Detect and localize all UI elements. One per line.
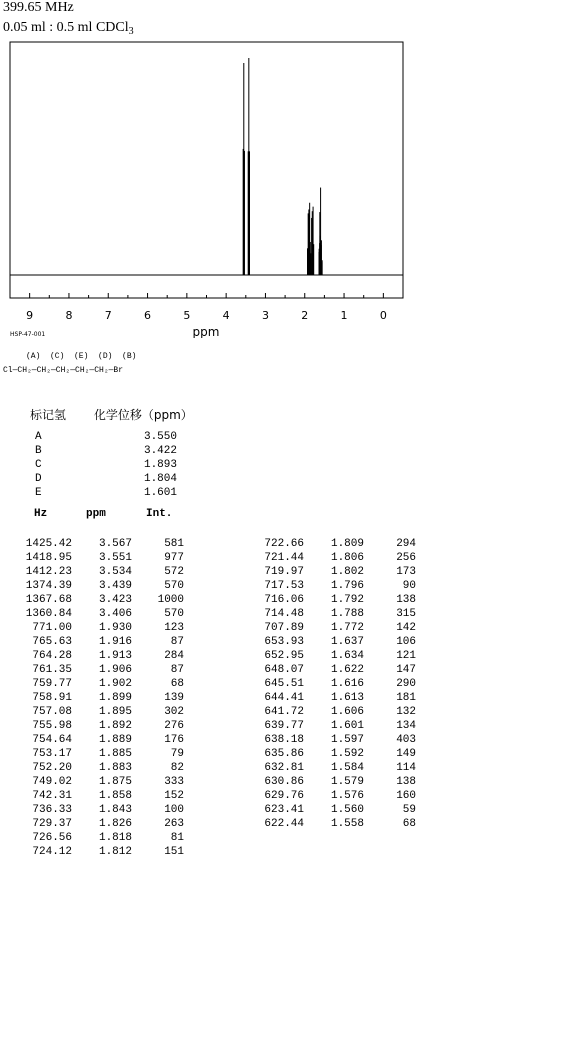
peak-intensity: 79: [170, 748, 184, 760]
x-tick-label-5: 5: [183, 309, 191, 322]
peak-row: [232, 607, 416, 621]
peak-hz: 749.02: [32, 776, 72, 788]
peak-intensity: 68: [402, 818, 416, 830]
peak-ppm: 1.558: [330, 818, 364, 830]
plot-frame: [10, 42, 403, 298]
peak-row: [0, 537, 184, 551]
peak-ppm: 1.913: [98, 650, 132, 662]
peak-ppm: 1.858: [98, 790, 132, 802]
peak-intensity: 160: [396, 790, 416, 802]
peak-hz: 742.31: [32, 790, 72, 802]
assignment-shift: 1.804: [143, 473, 177, 485]
peak-ppm: 1.584: [330, 762, 364, 774]
peak-hz: 623.41: [264, 804, 304, 816]
peak-intensity: 284: [164, 650, 184, 662]
peak-row: [0, 747, 184, 761]
x-tick-label-3: 3: [261, 309, 269, 322]
assignment-col-shift: 化学位移（ppm）: [93, 408, 193, 422]
peak-intensity: 263: [164, 818, 184, 830]
peak-intensity: 151: [164, 846, 184, 858]
assignment-row: [35, 430, 177, 444]
peak-intensity: 139: [164, 692, 184, 704]
peak-row: [232, 733, 416, 747]
peak-intensity: 181: [396, 692, 416, 704]
nmr-spectrum-chart: [0, 38, 570, 338]
peak-row: [0, 649, 184, 663]
assignment-shift: 3.422: [143, 445, 177, 457]
peak-hz: 755.98: [32, 720, 72, 732]
peak-hz: 1418.95: [25, 552, 72, 564]
peak-hz: 652.95: [264, 650, 304, 662]
peak-ppm: 3.567: [98, 538, 132, 550]
assignment-row: [35, 444, 177, 458]
peak-ppm: 3.534: [98, 566, 132, 578]
peak-list-left: [0, 537, 184, 859]
peak-intensity: 173: [396, 566, 416, 578]
peak-row: [232, 579, 416, 593]
peak-list-right: [232, 537, 416, 831]
peak-row: [0, 817, 184, 831]
peak-row: [232, 635, 416, 649]
peak-hz: 639.77: [264, 720, 304, 732]
peak-ppm: 1.634: [330, 650, 364, 662]
peak-intensity: 977: [164, 552, 184, 564]
peak-hz: 1374.39: [25, 580, 72, 592]
peak-hz: 761.35: [32, 664, 72, 676]
peak-intensity: 152: [164, 790, 184, 802]
peak-hz: 629.76: [264, 790, 304, 802]
peak-row: [0, 677, 184, 691]
peak-row: [0, 607, 184, 621]
peak-intensity: 59: [402, 804, 416, 816]
peak-intensity: 581: [164, 538, 184, 550]
peak-hz: 729.37: [32, 818, 72, 830]
assignment-label: A: [35, 431, 42, 443]
sample-id: HSP-47-001: [10, 331, 46, 338]
peak-hz: 707.89: [264, 622, 304, 634]
x-tick-label-6: 6: [144, 309, 152, 322]
peak-hz: 1367.68: [25, 594, 72, 606]
peak-hz: 757.08: [32, 706, 72, 718]
peak-intensity: 315: [396, 608, 416, 620]
peak-ppm: 1.601: [330, 720, 364, 732]
peak-row: [232, 677, 416, 691]
peak-ppm: 1.597: [330, 734, 364, 746]
peak-hz: 632.81: [264, 762, 304, 774]
peak-row: [232, 537, 416, 551]
peak-hz: 622.44: [264, 818, 304, 830]
peak-hz: 726.56: [32, 832, 72, 844]
peak-row: [0, 691, 184, 705]
peak-row: [232, 817, 416, 831]
assignment-header: [30, 406, 193, 423]
peak-col-ppm: ppm: [86, 508, 106, 520]
peak-ppm: 1.796: [330, 580, 364, 592]
assignment-label: C: [35, 459, 42, 471]
peak-ppm: 1.809: [330, 538, 364, 550]
peak-intensity: 100: [164, 804, 184, 816]
peak-ppm: 1.883: [98, 762, 132, 774]
peak-intensity: 138: [396, 594, 416, 606]
peak-hz: 635.86: [264, 748, 304, 760]
assignment-label: D: [35, 473, 42, 485]
peak-hz: 638.18: [264, 734, 304, 746]
peak-hz: 764.28: [32, 650, 72, 662]
peak-row: [0, 803, 184, 817]
peak-ppm: 1.885: [98, 748, 132, 760]
peak-ppm: 1.906: [98, 664, 132, 676]
peak-hz: 1412.23: [25, 566, 72, 578]
solvent-subscript: 3: [128, 26, 134, 37]
peak-intensity: 302: [164, 706, 184, 718]
peak-intensity: 256: [396, 552, 416, 564]
peak-row: [232, 705, 416, 719]
peak-hz: 716.06: [264, 594, 304, 606]
peak-ppm: 1.892: [98, 720, 132, 732]
peak-ppm: 1.806: [330, 552, 364, 564]
peak-row: [0, 761, 184, 775]
peak-intensity: 294: [396, 538, 416, 550]
peak-row: [232, 551, 416, 565]
peak-intensity: 106: [396, 636, 416, 648]
peak-ppm: 1.622: [330, 664, 364, 676]
x-tick-label-8: 8: [65, 309, 73, 322]
x-tick-label-0: 0: [379, 309, 387, 322]
peak-ppm: 1.606: [330, 706, 364, 718]
peak-intensity: 138: [396, 776, 416, 788]
assignment-shift: 1.893: [143, 459, 177, 471]
peak-col-int: Int.: [146, 508, 173, 520]
peak-row: [0, 789, 184, 803]
peak-intensity: 142: [396, 622, 416, 634]
peak-hz: 736.33: [32, 804, 72, 816]
peak-ppm: 3.439: [98, 580, 132, 592]
peak-intensity: 333: [164, 776, 184, 788]
peak-ppm: 1.916: [98, 636, 132, 648]
peak-row: [0, 593, 184, 607]
peak-row: [0, 845, 184, 859]
peak-intensity: 81: [170, 832, 184, 844]
assignment-label: B: [35, 445, 42, 457]
peak-row: [232, 691, 416, 705]
peak-row: [232, 775, 416, 789]
peak-row: [0, 831, 184, 845]
peak-intensity: 403: [396, 734, 416, 746]
peak-intensity: 134: [396, 720, 416, 732]
peak-hz: 722.66: [264, 538, 304, 550]
peak-row: [0, 733, 184, 747]
assignment-label: E: [35, 487, 42, 499]
x-axis-ticks: [30, 293, 384, 298]
assignment-row: [35, 486, 177, 500]
peak-intensity: 82: [170, 762, 184, 774]
peak-intensity: 276: [164, 720, 184, 732]
peak-ppm: 1.812: [98, 846, 132, 858]
peak-intensity: 290: [396, 678, 416, 690]
peak-ppm: 3.406: [98, 608, 132, 620]
assignment-row: [35, 458, 177, 472]
x-tick-label-2: 2: [301, 309, 309, 322]
peak-hz: 717.53: [264, 580, 304, 592]
peak-hz: 758.91: [32, 692, 72, 704]
peak-row: [232, 789, 416, 803]
spectrometer-frequency: 399.65 MHz: [3, 0, 74, 15]
peak-hz: 765.63: [32, 636, 72, 648]
x-axis-label: ppm: [192, 325, 220, 338]
peak-ppm: 1.895: [98, 706, 132, 718]
peak-ppm: 1.616: [330, 678, 364, 690]
peak-intensity: 570: [164, 580, 184, 592]
assignment-row: [35, 472, 177, 486]
peak-row: [0, 775, 184, 789]
peak-row: [0, 719, 184, 733]
peak-row: [0, 551, 184, 565]
x-tick-label-1: 1: [340, 309, 348, 322]
peak-row: [0, 565, 184, 579]
peak-intensity: 87: [170, 664, 184, 676]
peak-row: [0, 579, 184, 593]
assignment-shift: 1.601: [143, 487, 177, 499]
peak-ppm: 1.802: [330, 566, 364, 578]
peak-intensity: 147: [396, 664, 416, 676]
peak-intensity: 570: [164, 608, 184, 620]
peak-hz: 754.64: [32, 734, 72, 746]
peak-ppm: 1.875: [98, 776, 132, 788]
peak-ppm: 1.843: [98, 804, 132, 816]
peak-ppm: 1.579: [330, 776, 364, 788]
peak-intensity: 149: [396, 748, 416, 760]
x-tick-label-9: 9: [26, 309, 34, 322]
peak-intensity: 1000: [157, 594, 184, 606]
peak-row: [232, 747, 416, 761]
peak-row: [232, 663, 416, 677]
peak-intensity: 123: [164, 622, 184, 634]
peak-hz: 753.17: [32, 748, 72, 760]
peak-intensity: 114: [396, 762, 416, 774]
peak-hz: 771.00: [32, 622, 72, 634]
peak-row: [232, 761, 416, 775]
peak-ppm: 1.792: [330, 594, 364, 606]
peak-row: [0, 621, 184, 635]
structure-position-labels: (A) (C) (E) (D) (B): [26, 352, 137, 361]
peak-intensity: 121: [396, 650, 416, 662]
peak-col-hz: Hz: [34, 508, 48, 520]
peak-ppm: 1.576: [330, 790, 364, 802]
peak-hz: 721.44: [264, 552, 304, 564]
peak-intensity: 68: [170, 678, 184, 690]
peak-hz: 645.51: [264, 678, 304, 690]
peak-intensity: 132: [396, 706, 416, 718]
peak-ppm: 1.826: [98, 818, 132, 830]
peak-ppm: 1.930: [98, 622, 132, 634]
peak-hz: 759.77: [32, 678, 72, 690]
peak-lines: [243, 58, 322, 275]
peak-row: [232, 565, 416, 579]
peak-row: [0, 635, 184, 649]
peak-ppm: 1.788: [330, 608, 364, 620]
peak-hz: 630.86: [264, 776, 304, 788]
peak-hz: 653.93: [264, 636, 304, 648]
peak-ppm: 3.423: [98, 594, 132, 606]
peak-row: [0, 705, 184, 719]
peak-ppm: 1.899: [98, 692, 132, 704]
peak-hz: 724.12: [32, 846, 72, 858]
peak-intensity: 572: [164, 566, 184, 578]
peak-ppm: 1.637: [330, 636, 364, 648]
peak-hz: 714.48: [264, 608, 304, 620]
peak-intensity: 90: [402, 580, 416, 592]
solvent-ratio-text: 0.05 ml : 0.5 ml CDCl: [3, 20, 129, 35]
peak-ppm: 1.902: [98, 678, 132, 690]
peak-ppm: 1.889: [98, 734, 132, 746]
structure-formula: Cl—CH₂—CH₂—CH₂—CH₂—CH₂—Br: [3, 366, 124, 375]
peak-hz: 1425.42: [25, 538, 72, 550]
x-tick-label-7: 7: [104, 309, 112, 322]
peak-ppm: 1.613: [330, 692, 364, 704]
assignment-shift: 3.550: [143, 431, 177, 443]
peak-row: [232, 593, 416, 607]
peak-hz: 641.72: [264, 706, 304, 718]
peak-ppm: 1.592: [330, 748, 364, 760]
peak-ppm: 1.772: [330, 622, 364, 634]
x-axis-tick-labels: [26, 309, 387, 322]
assignment-table: [35, 430, 177, 500]
peak-ppm: 3.551: [98, 552, 132, 564]
peak-ppm: 1.560: [330, 804, 364, 816]
peak-row: [232, 649, 416, 663]
assignment-col-label: 标记氢: [30, 408, 67, 422]
solvent-ratio: [3, 20, 134, 37]
peak-row: [232, 719, 416, 733]
peak-hz: 1360.84: [25, 608, 72, 620]
peak-hz: 648.07: [264, 664, 304, 676]
peak-row: [0, 663, 184, 677]
peak-intensity: 87: [170, 636, 184, 648]
peak-hz: 752.20: [32, 762, 72, 774]
x-tick-label-4: 4: [222, 309, 230, 322]
peak-hz: 719.97: [264, 566, 304, 578]
peak-row: [232, 621, 416, 635]
peak-hz: 644.41: [264, 692, 304, 704]
peak-intensity: 176: [164, 734, 184, 746]
peak-row: [232, 803, 416, 817]
peak-ppm: 1.818: [98, 832, 132, 844]
